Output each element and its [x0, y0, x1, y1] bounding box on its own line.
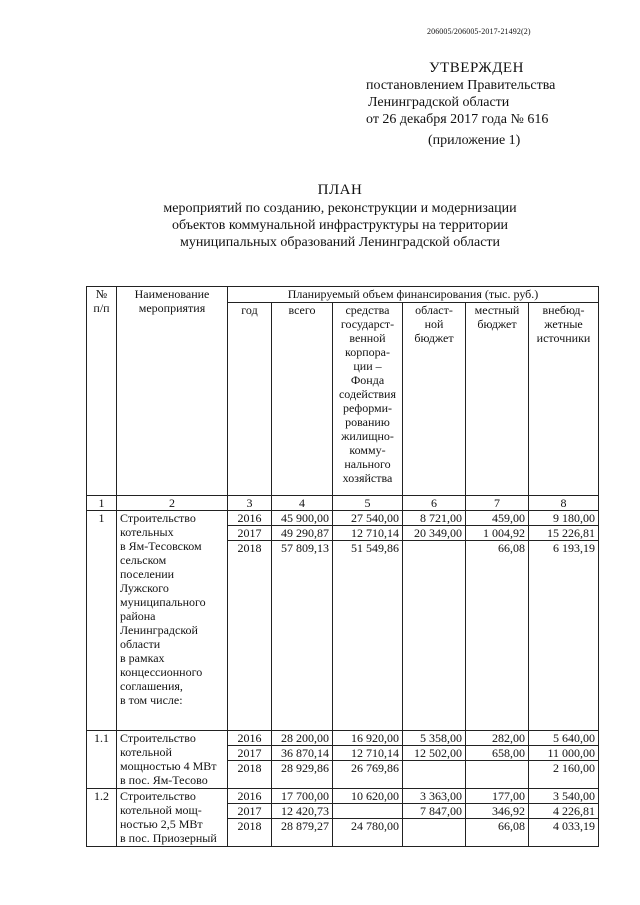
header-extra-line: жетные [544, 317, 583, 331]
header-local [466, 303, 529, 496]
column-number: 7 [466, 496, 529, 511]
column-number: 4 [272, 496, 333, 511]
cell-fund: 24 780,00 [333, 819, 403, 847]
column-number: 6 [403, 496, 466, 511]
cell-extra: 11 000,00 [529, 746, 599, 761]
plan-subtitle-line: мероприятий по созданию, реконструкции и модернизации [163, 201, 517, 216]
header-name-line: Наименование [134, 287, 210, 301]
cell-total: 45 900,00 [272, 511, 333, 526]
cell-total: 28 200,00 [272, 731, 333, 746]
cell-regional: 5 358,00 [403, 731, 466, 746]
header-financing: Планируемый объем финансирования (тыс. руб.) [228, 287, 599, 303]
column-number: 8 [529, 496, 599, 511]
activity-name-line: ностью 2,5 МВт [120, 817, 203, 831]
cell-fund: 26 769,86 [333, 761, 403, 789]
header-extra-line: внебюд- [542, 303, 585, 317]
header-extra [529, 303, 599, 496]
activity-name [117, 731, 228, 789]
cell-total: 17 700,00 [272, 789, 333, 804]
cell-year: 2017 [228, 804, 272, 819]
cell-regional: 8 721,00 [403, 511, 466, 526]
cell-total: 28 879,27 [272, 819, 333, 847]
activity-name-line: сельском [120, 553, 167, 567]
column-number: 5 [333, 496, 403, 511]
header-regional-line: ной [424, 317, 444, 331]
cell-year: 2016 [228, 789, 272, 804]
document-id: 206005/206005-2017-21492(2) [427, 27, 531, 36]
header-fund-line: реформи- [342, 401, 393, 415]
approval-appendix: (приложение 1) [428, 133, 521, 148]
header-num [87, 287, 117, 496]
cell-fund: 16 920,00 [333, 731, 403, 746]
header-regional [403, 303, 466, 496]
header-local-line: местный [474, 303, 520, 317]
cell-local: 177,00 [466, 789, 529, 804]
cell-year: 2016 [228, 511, 272, 526]
header-total: всего [272, 303, 333, 496]
header-fund-line: ции – [353, 359, 382, 373]
header-regional-line: бюджет [414, 331, 454, 345]
cell-total: 49 290,87 [272, 526, 333, 541]
cell-fund [333, 804, 403, 819]
cell-fund: 12 710,14 [333, 746, 403, 761]
cell-year: 2018 [228, 819, 272, 847]
cell-local: 459,00 [466, 511, 529, 526]
cell-extra: 2 160,00 [529, 761, 599, 789]
activity-name-line: области [120, 637, 161, 651]
cell-regional: 7 847,00 [403, 804, 466, 819]
header-fund-line: государст- [340, 317, 395, 331]
cell-regional: 20 349,00 [403, 526, 466, 541]
plan-subtitle-line: муниципальных образований Ленинградской области [179, 235, 501, 250]
cell-regional: 12 502,00 [403, 746, 466, 761]
cell-extra: 4 226,81 [529, 804, 599, 819]
activity-name-line: в пос. Приозерный [120, 831, 217, 845]
activity-name-line: Ленинградской [120, 623, 198, 637]
column-number: 3 [228, 496, 272, 511]
table-row [87, 789, 599, 804]
activity-name-line: в рамках [120, 651, 165, 665]
cell-local: 658,00 [466, 746, 529, 761]
activity-name-line: котельной мощ- [120, 803, 202, 817]
cell-fund: 12 710,14 [333, 526, 403, 541]
header-local-line: бюджет [477, 317, 517, 331]
cell-year: 2016 [228, 731, 272, 746]
cell-fund: 27 540,00 [333, 511, 403, 526]
activity-name-line: Строительство [120, 511, 196, 525]
cell-year: 2018 [228, 761, 272, 789]
header-name-line: мероприятия [138, 301, 206, 315]
cell-extra: 9 180,00 [529, 511, 599, 526]
activity-name [117, 511, 228, 731]
cell-total: 57 809,13 [272, 541, 333, 731]
header-fund-line: Фонда [350, 373, 385, 387]
header-fund-line: содействия [338, 387, 396, 401]
column-number: 2 [117, 496, 228, 511]
activity-name-line: района [120, 609, 156, 623]
activity-name-line: соглашения, [120, 679, 183, 693]
header-name [117, 287, 228, 496]
cell-year: 2018 [228, 541, 272, 731]
cell-local [466, 761, 529, 789]
approval-line-2: Ленинградской области [368, 95, 510, 110]
activity-name-line: в пос. Ям-Тесово [120, 773, 208, 787]
table-row [87, 731, 599, 746]
activity-name-line: в том числе: [120, 693, 183, 707]
cell-local: 66,08 [466, 541, 529, 731]
header-fund-line: венной [349, 331, 386, 345]
cell-regional [403, 541, 466, 731]
cell-fund: 51 549,86 [333, 541, 403, 731]
header-row [87, 287, 599, 303]
cell-year: 2017 [228, 526, 272, 541]
header-fund-line: жилищно- [341, 429, 394, 443]
cell-extra: 5 640,00 [529, 731, 599, 746]
row-number: 1.2 [87, 789, 117, 847]
row-number: 1 [87, 511, 117, 731]
cell-total: 28 929,86 [272, 761, 333, 789]
cell-local: 346,92 [466, 804, 529, 819]
header-num-line: № [95, 287, 108, 301]
header-fund-line: нального [344, 457, 391, 471]
approval-title: УТВЕРЖДЕН [429, 60, 524, 76]
activity-name-line: мощностью 4 МВт [120, 759, 217, 773]
header-fund-line: рованию [345, 415, 390, 429]
approval-block [366, 60, 566, 149]
activity-name-line: Строительство [120, 731, 196, 745]
cell-extra: 15 226,81 [529, 526, 599, 541]
activity-name-line: котельных [120, 525, 174, 539]
cell-local: 282,00 [466, 731, 529, 746]
cell-regional: 3 363,00 [403, 789, 466, 804]
cell-extra: 4 033,19 [529, 819, 599, 847]
activity-name [117, 789, 228, 847]
cell-extra: 3 540,00 [529, 789, 599, 804]
activity-name-line: Строительство [120, 789, 196, 803]
cell-total: 12 420,73 [272, 804, 333, 819]
cell-fund: 10 620,00 [333, 789, 403, 804]
cell-regional [403, 819, 466, 847]
header-year: год [228, 303, 272, 496]
header-fund-line: корпора- [345, 345, 390, 359]
cell-total: 36 870,14 [272, 746, 333, 761]
column-number: 1 [87, 496, 117, 511]
row-number: 1.1 [87, 731, 117, 789]
column-numbers-row [87, 496, 599, 511]
activity-name-line: в Ям-Тесовском [120, 539, 202, 553]
activity-name-line: котельной [120, 745, 172, 759]
activity-name-line: поселении [120, 567, 175, 581]
table-row [87, 511, 599, 526]
approval-line-1: постановлением Правительства [366, 78, 556, 93]
header-regional-line: област- [415, 303, 453, 317]
cell-extra: 6 193,19 [529, 541, 599, 731]
header-fund-line: комму- [349, 443, 386, 457]
header-num-line: п/п [93, 301, 110, 315]
activity-name-line: концессионного [120, 665, 203, 679]
plan-subtitle-line: объектов коммунальной инфраструктуры на территории [171, 218, 509, 233]
plan-title: ПЛАН [317, 182, 363, 198]
activity-name-line: муниципального [120, 595, 206, 609]
approval-line-3: от 26 декабря 2017 года № 616 [366, 112, 549, 127]
cell-local: 66,08 [466, 819, 529, 847]
cell-local: 1 004,92 [466, 526, 529, 541]
plan-subtitle [0, 200, 640, 251]
header-fund [333, 303, 403, 496]
activity-name-line: Лужского [120, 581, 169, 595]
header-extra-line: источники [536, 331, 591, 345]
header-fund-line: хозяйства [342, 471, 393, 485]
cell-regional [403, 761, 466, 789]
header-fund-line: средства [345, 303, 390, 317]
cell-year: 2017 [228, 746, 272, 761]
financing-table [86, 286, 599, 847]
